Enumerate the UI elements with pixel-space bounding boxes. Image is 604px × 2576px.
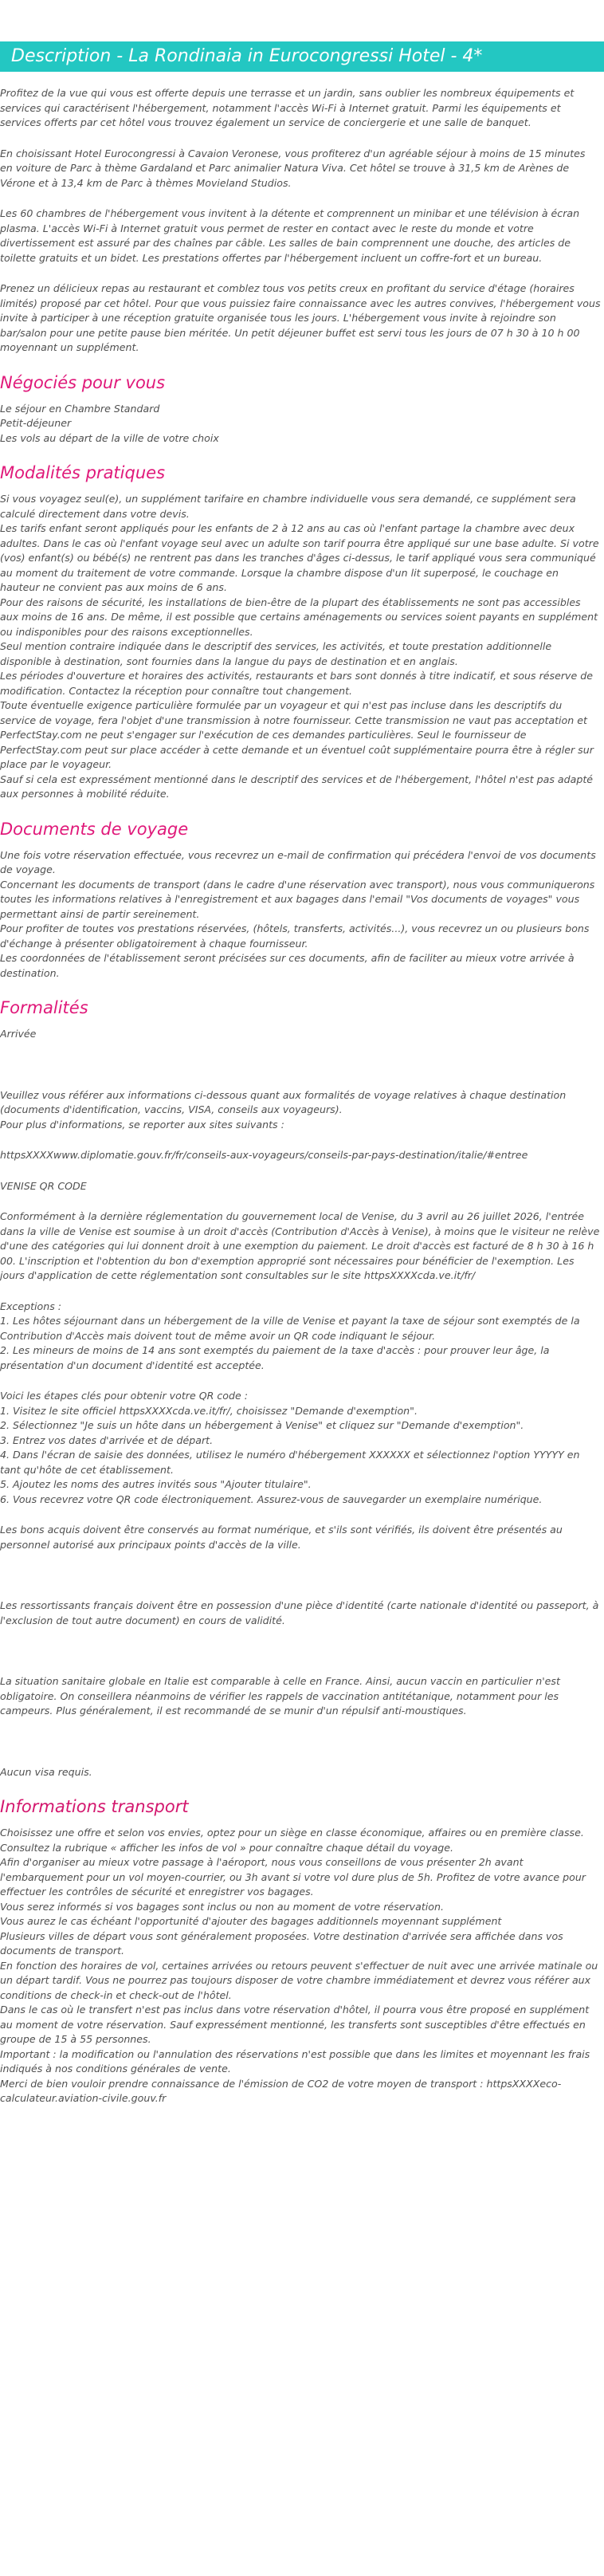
negocies-title: Négociés pour vous xyxy=(0,372,166,392)
modalites-section xyxy=(0,462,601,802)
description-banner: Description - La Rondinaia in Eurocongressi Hotel - 4* xyxy=(0,41,604,72)
list-item: Les vols au départ de la ville de votre choix xyxy=(0,431,219,444)
negocies-section xyxy=(0,372,601,446)
modalites-line: Sauf si cela est expressément mentionné dans le descriptif des services et de l'hébergement, l'hôtel n'est pas adapté aux personnes à mobilité réduite. xyxy=(0,773,594,800)
transport-line: Merci de bien vouloir prendre connaissance de l'émission de CO2 de votre moyen de transport : httpsXXXXeco-calculateur.aviation-civile.gouv.fr xyxy=(0,2077,562,2104)
exceptions-line: Exceptions : xyxy=(0,1300,62,1312)
venise-qr-title: VENISE QR CODE xyxy=(0,1179,87,1192)
formalites-title: Formalités xyxy=(0,998,88,1017)
documents-line: Pour profiter de toutes vos prestations réservées, (hôtels, transferts, activités...), vous recevrez un ou plusieurs bons d'échange à présenter obligatoirement à chaque fournisseur. xyxy=(0,922,590,950)
modalites-title: Modalités pratiques xyxy=(0,463,166,482)
list-item: Le séjour en Chambre Standard xyxy=(0,402,160,415)
documents-line: Concernant les documents de transport (dans le cadre d'une réservation avec transport), nous vous communiquerons toutes les informations relatives à l'enregistrement et aux bagages dans l'email "Vos documents de voyages" vous permettant ainsi de partir sereinement. xyxy=(0,878,595,920)
documents-line: Une fois votre réservation effectuée, vous recevrez un e-mail de confirmation qui précédera l'envoi de vos documents de voyage. xyxy=(0,848,596,875)
transport-line: Choisissez une offre et selon vos envies, optez pour un siège en classe économique, affaires ou en première classe. xyxy=(0,1827,584,1839)
description-paragraph: Profitez de la vue qui vous est offerte depuis une terrasse et un jardin, sans oublier les nombreux équipements et services qui caractérisent l'hébergement, notamment l'accès Wi-Fi à Internet gratuit. Parmi les équipements et services offerts par cet hôtel vous trouvez également un service de conciergerie et une salle de banquet. xyxy=(0,87,575,128)
step-line: 3. Entrez vos dates d'arrivée et de départ. xyxy=(0,1434,214,1446)
transport-line: Consultez la rubrique « afficher les infos de vol » pour connaître chaque détail du voyage. xyxy=(0,1841,454,1854)
exceptions-block xyxy=(0,1300,601,1374)
step-line: 2. Sélectionnez "Je suis un hôte dans un hébergement à Venise" et cliquez sur "Demande d'exemption". xyxy=(0,1419,524,1431)
list-item: Petit-déjeuner xyxy=(0,417,72,429)
transport-line: En fonction des horaires de vol, certaines arrivées ou retours peuvent s'effectuer de nuit avec une arrivée matinale ou un départ tardif. Vous ne pourrez pas toujours disposer de votre chambre immédiatement et devrez vous référer aux conditions de check-in et check-out de l'hôtel. xyxy=(0,1959,598,2001)
transport-line: Dans le cas où le transfert n'est pas inclus dans votre réservation d'hôtel, il pourra vous être proposé en supplément au moment de votre réservation. Sauf expressément mentionné, les transferts sont susceptibles d'être effectués en groupe de 15 à 55 personnes. xyxy=(0,2004,590,2045)
formalites-line: Pour plus d'informations, se reporter aux sites suivants : xyxy=(0,1118,284,1131)
content xyxy=(0,86,604,2106)
description-paragraph: En choisissant Hotel Eurocongressi à Cavaion Veronese, vous profiterez d'un agréable séjour à moins de 15 minutes en voiture de Parc à thème Gardaland et Parc animalier Natura Viva. Cet hôtel se trouve à 31,5 km de Arènes de Vérone et à 13,4 km de Parc à thèmes Movieland Studios. xyxy=(0,147,586,189)
step-line: 5. Ajoutez les noms des autres invités sous "Ajouter titulaire". xyxy=(0,1478,312,1490)
transport-section xyxy=(0,1795,601,2106)
sanitaire-text: La situation sanitaire globale en Italie est comparable à celle en France. Ainsi, aucun vaccin en particulier n'est obligatoire. On conseillera néanmoins de vérifier les rappels de vaccination antitétanique, notamment pour les campeurs. Plus généralement, il est recommandé de se munir d'un répulsif anti-moustiques. xyxy=(0,1675,560,1717)
exceptions-line: 1. Les hôtes séjournant dans un hébergement de la ville de Venise et payant la taxe de séjour sont exemptés de la Contribution d'Accès mais doivent tout de même avoir un QR code indiquant le séjour. xyxy=(0,1315,580,1342)
transport-line: Important : la modification ou l'annulation des réservations n'est possible que dans les limites et moyennant les frais indiqués à nos conditions générales de vente. xyxy=(0,2047,590,2075)
documents-section xyxy=(0,818,601,981)
documents-title: Documents de voyage xyxy=(0,819,189,839)
description-paragraph: Prenez un délicieux repas au restaurant et comblez tous vos petits creux en profitant du service d'étage (horaires limités) proposé par cet hôtel. Pour que vous puissiez faire connaissance avec les autres convives, l'hébergement vous invite à participer à une réception gratuite organisée tous les jours. L'hébergement vous invite à rejoindre son bar/salon pour une petite pause bien méritée. Un petit déjeuner buffet est servi tous les jours de 07 h 30 à 10 h 00 moyennant un supplément. xyxy=(0,282,601,353)
transport-line: Afin d'organiser au mieux votre passage à l'aéroport, nous vous conseillons de vous présenter 2h avant l'embarquement pour un vol moyen-courrier, ou 3h avant si votre vol dure plus de 5h. Profitez de votre avance pour effectuer les contrôles de sécurité et enregistrer vos bagages. xyxy=(0,1856,586,1898)
documents-line: Les coordonnées de l'établissement seront précisées sur ces documents, afin de faciliter au mieux votre arrivée à destination. xyxy=(0,952,575,979)
transport-line: Plusieurs villes de départ vous sont généralement proposées. Votre destination d'arrivée sera affichée dans vos documents de transport. xyxy=(0,1929,563,1957)
exceptions-line: 2. Les mineurs de moins de 14 ans sont exemptés du paiement de la taxe d'accès : pour prouver leur âge, la présentation d'un document d'identité est acceptée. xyxy=(0,1344,550,1371)
description-section xyxy=(0,86,601,356)
modalites-line: Toute éventuelle exigence particulière formulée par un voyageur et qui n'est pas incluse dans les descriptifs du service de voyage, fera l'objet d'une transmission à notre fournisseur. Cette transmission ne vaut pas acceptation et PerfectStay.com ne peut s'engager sur l'exécution de ces demandes particulières. Seul le fournisseur de PerfectStay.com peut sur place accéder à cette demande et un éventuel coût supplémentaire pourra être à régler sur place par le voyageur. xyxy=(0,699,594,770)
modalites-text xyxy=(0,492,601,802)
step-line: 4. Dans l'écran de saisie des données, utilisez le numéro d'hébergement XXXXXX et sélectionnez l'option YYYYY en tant qu'hôte de cet établissement. xyxy=(0,1449,580,1476)
transport-line: Vous aurez le cas échéant l'opportunité d'ajouter des bagages additionnels moyennant supplément xyxy=(0,1915,502,1927)
negocies-list xyxy=(0,402,601,446)
diplomatie-link[interactable]: httpsXXXXwww.diplomatie.gouv.fr/fr/conseils-aux-voyageurs/conseils-par-pays-destination/italie/#entree xyxy=(0,1149,528,1161)
page xyxy=(0,41,604,2126)
transport-text xyxy=(0,1826,601,2106)
bons-text: Les bons acquis doivent être conservés au format numérique, et s'ils sont vérifiés, ils doivent être présentés au personnel autorisé aux principaux points d'accès de la ville. xyxy=(0,1524,563,1551)
formalites-section xyxy=(0,997,601,1780)
step-line: Voici les étapes clés pour obtenir votre QR code : xyxy=(0,1390,248,1402)
description-paragraph: Les 60 chambres de l'hébergement vous invitent à la détente et comprennent un minibar et une télévision à écran plasma. L'accès Wi-Fi à Internet gratuit vous permet de rester en contact avec le reste du monde et votre divertissement est assuré par des chaînes par câble. Les salles de bain comprennent une douche, des articles de toilette gratuits et un bidet. Les prestations offertes par l'hébergement incluent un coffre-fort et un bureau. xyxy=(0,207,580,264)
modalites-line: Seul mention contraire indiquée dans le descriptif des services, les activités, et toute prestation additionnelle disponible à destination, sont fournies dans la langue du pays de destination et en anglais. xyxy=(0,640,552,667)
step-line: 6. Vous recevrez votre QR code électroniquement. Assurez-vous de sauvegarder un exemplaire numérique. xyxy=(0,1493,543,1505)
modalites-line: Les périodes d'ouverture et horaires des activités, restaurants et bars sont donnés à titre indicatif, et sous réserve de modification. Contactez la réception pour connaître tout changement. xyxy=(0,670,593,697)
ressortissants-text: Les ressortissants français doivent être en possession d'une pièce d'identité (carte nationale d'identité ou passeport, à l'exclusion de tout autre document) en cours de validité. xyxy=(0,1599,599,1626)
modalites-line: Pour des raisons de sécurité, les installations de bien-être de la plupart des établissements ne sont pas accessibles aux moins de 16 ans. De même, il est possible que certains aménagements ou services soient payants en supplément ou indisponibles pour des raisons exceptionnelles. xyxy=(0,596,598,638)
venise-qr-text: Conformément à la dernière réglementation du gouvernement local de Venise, du 3 avril au 26 juillet 2026, l'entrée dans la ville de Venise est soumise à un droit d'accès (Contribution d'Accès à Venise), à moins que le visiteur ne relève d'une des catégories qui lui donnent droit à une exemption du paiement. Le droit d'accès est facturé de 8 h 30 à 16 h 00. L'inscription et l'obtention du bon d'exemption approprié sont nécessaires pour bénéficier de l'exemption. Les jours d'application de cette réglementation sont consultables sur le site httpsXXXXcda.ve.it/fr/ xyxy=(0,1210,600,1281)
step-line: 1. Visitez le site officiel httpsXXXXcda.ve.it/fr/, choisissez "Demande d'exemption". xyxy=(0,1404,418,1417)
modalites-line: Les tarifs enfant seront appliqués pour les enfants de 2 à 12 ans au cas où l'enfant partage la chambre avec deux adultes. Dans le cas où l'enfant voyage seul avec un adulte son tarif pourra être appliqué sur une base adulte. Si votre (vos) enfant(s) ou bébé(s) ne rentrent pas dans les tranches d'âges ci-dessus, le tarif appliqué vous sera communiqué au moment du traitement de votre commande. Lorsque la chambre dispose d'un lit superposé, le couchage en hauteur ne convient pas aux moins de 6 ans. xyxy=(0,522,599,593)
steps-block xyxy=(0,1389,601,1507)
formalites-line: Veuillez vous référer aux informations ci-dessous quant aux formalités de voyage relatives à chaque destination (documents d'identification, vaccins, VISA, conseils aux voyageurs). xyxy=(0,1088,567,1115)
formalites-intro xyxy=(0,1088,601,1133)
modalites-line: Si vous voyagez seul(e), un supplément tarifaire en chambre individuelle vous sera demandé, ce supplément sera calculé directement dans votre devis. xyxy=(0,493,576,520)
arrivee-label: Arrivée xyxy=(0,1028,37,1040)
transport-title: Informations transport xyxy=(0,1797,189,1816)
visa-text: Aucun visa requis. xyxy=(0,1765,92,1778)
transport-line: Vous serez informés si vos bagages sont inclus ou non au moment de votre réservation. xyxy=(0,1900,444,1913)
documents-text xyxy=(0,848,601,981)
